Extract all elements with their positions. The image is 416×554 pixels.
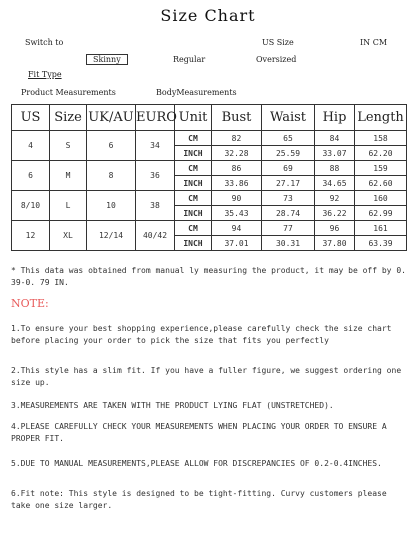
- header-unit: Unit: [175, 105, 212, 131]
- cell-waist: 27.17: [262, 176, 315, 191]
- cell-uk: 8: [87, 161, 136, 191]
- table-row: [12, 191, 407, 206]
- cell-us: 12: [12, 221, 50, 251]
- table-row: [12, 221, 407, 236]
- note-3: 3.MEASUREMENTS ARE TAKEN WITH THE PRODUCT LYING FLAT (UNSTRETCHED).: [11, 401, 334, 410]
- cell-us: 4: [12, 131, 50, 161]
- cell-euro: 36: [136, 161, 175, 191]
- cell-bust: 37.01: [212, 236, 262, 251]
- tab-body-measurements[interactable]: BodyMeasurements: [156, 88, 237, 97]
- cell-euro: 40/42: [136, 221, 175, 251]
- cell-unit-cm: CM: [175, 131, 212, 146]
- note-1: 1.To ensure your best shopping experience,please carefully check the size chart before placing your order to pick the size that fits you perfectly: [11, 324, 392, 345]
- note-2: 2.This style has a slim fit. If you have a fuller figure, we suggest ordering one size up.: [11, 366, 402, 387]
- note-5: 5.DUE TO MANUAL MEASUREMENTS,PLEASE ALLOW FOR DISCREPANCIES OF 0.2-0.4INCHES.: [11, 459, 382, 468]
- cell-hip: 36.22: [315, 206, 355, 221]
- cell-bust: 33.86: [212, 176, 262, 191]
- cell-length: 62.60: [355, 176, 407, 191]
- size-chart-table: [11, 104, 407, 251]
- cell-length: 62.99: [355, 206, 407, 221]
- cell-bust: 90: [212, 191, 262, 206]
- cell-hip: 84: [315, 131, 355, 146]
- table-header-row: [12, 105, 407, 131]
- cell-unit-inch: INCH: [175, 206, 212, 221]
- tab-product-measurements[interactable]: Product Measurements: [21, 88, 116, 97]
- measurement-disclaimer: * This data was obtained from manual ly measuring the product, it may be off by 0. 39-0. 79 IN.: [11, 266, 406, 287]
- cell-uk: 10: [87, 191, 136, 221]
- cell-hip: 88: [315, 161, 355, 176]
- cell-unit-inch: INCH: [175, 236, 212, 251]
- cell-hip: 92: [315, 191, 355, 206]
- page-title: Size Chart: [160, 6, 256, 25]
- note-title: NOTE:: [11, 297, 49, 310]
- cell-length: 63.39: [355, 236, 407, 251]
- header-bust: Bust: [212, 105, 262, 131]
- cell-euro: 38: [136, 191, 175, 221]
- cell-length: 161: [355, 221, 407, 236]
- cell-unit-cm: CM: [175, 221, 212, 236]
- switch-to-label: Switch to: [25, 38, 64, 47]
- header-euro: EURO: [136, 105, 175, 131]
- fit-option-oversized[interactable]: Oversized: [256, 55, 297, 64]
- cell-bust: 32.28: [212, 146, 262, 161]
- cell-size: L: [50, 191, 87, 221]
- cell-waist: 25.59: [262, 146, 315, 161]
- cell-length: 160: [355, 191, 407, 206]
- cell-hip: 37.80: [315, 236, 355, 251]
- header-length: Length: [355, 105, 407, 131]
- cell-size: XL: [50, 221, 87, 251]
- cell-length: 158: [355, 131, 407, 146]
- header-size: Size: [50, 105, 87, 131]
- fit-type-label: Fit Type: [28, 70, 62, 79]
- cell-waist: 69: [262, 161, 315, 176]
- cell-bust: 82: [212, 131, 262, 146]
- table-row: [12, 131, 407, 146]
- header-us: US: [12, 105, 50, 131]
- cell-unit-inch: INCH: [175, 146, 212, 161]
- cell-us: 8/10: [12, 191, 50, 221]
- cell-hip: 33.07: [315, 146, 355, 161]
- header-hip: Hip: [315, 105, 355, 131]
- cell-unit-cm: CM: [175, 161, 212, 176]
- cell-uk: 6: [87, 131, 136, 161]
- cell-waist: 28.74: [262, 206, 315, 221]
- unit-us-size[interactable]: US Size: [262, 38, 294, 47]
- note-4: 4.PLEASE CAREFULLY CHECK YOUR MEASUREMENTS WHEN PLACING YOUR ORDER TO ENSURE A PROPER FIT.: [11, 422, 387, 443]
- cell-euro: 34: [136, 131, 175, 161]
- header-uk-au: UK/AU: [87, 105, 136, 131]
- cell-length: 159: [355, 161, 407, 176]
- fit-option-skinny[interactable]: Skinny: [86, 54, 128, 65]
- cell-bust: 94: [212, 221, 262, 236]
- cell-waist: 30.31: [262, 236, 315, 251]
- cell-length: 62.20: [355, 146, 407, 161]
- cell-hip: 96: [315, 221, 355, 236]
- cell-waist: 65: [262, 131, 315, 146]
- cell-unit-inch: INCH: [175, 176, 212, 191]
- header-waist: Waist: [262, 105, 315, 131]
- cell-uk: 12/14: [87, 221, 136, 251]
- note-6: 6.Fit note: This style is designed to be tight-fitting. Curvy customers please take one size larger.: [11, 489, 387, 510]
- cell-waist: 73: [262, 191, 315, 206]
- table-row: [12, 161, 407, 176]
- fit-option-regular[interactable]: Regular: [173, 55, 206, 64]
- cell-us: 6: [12, 161, 50, 191]
- cell-bust: 35.43: [212, 206, 262, 221]
- cell-waist: 77: [262, 221, 315, 236]
- cell-bust: 86: [212, 161, 262, 176]
- cell-size: S: [50, 131, 87, 161]
- unit-in-cm[interactable]: IN CM: [360, 38, 388, 47]
- cell-size: M: [50, 161, 87, 191]
- cell-unit-cm: CM: [175, 191, 212, 206]
- cell-hip: 34.65: [315, 176, 355, 191]
